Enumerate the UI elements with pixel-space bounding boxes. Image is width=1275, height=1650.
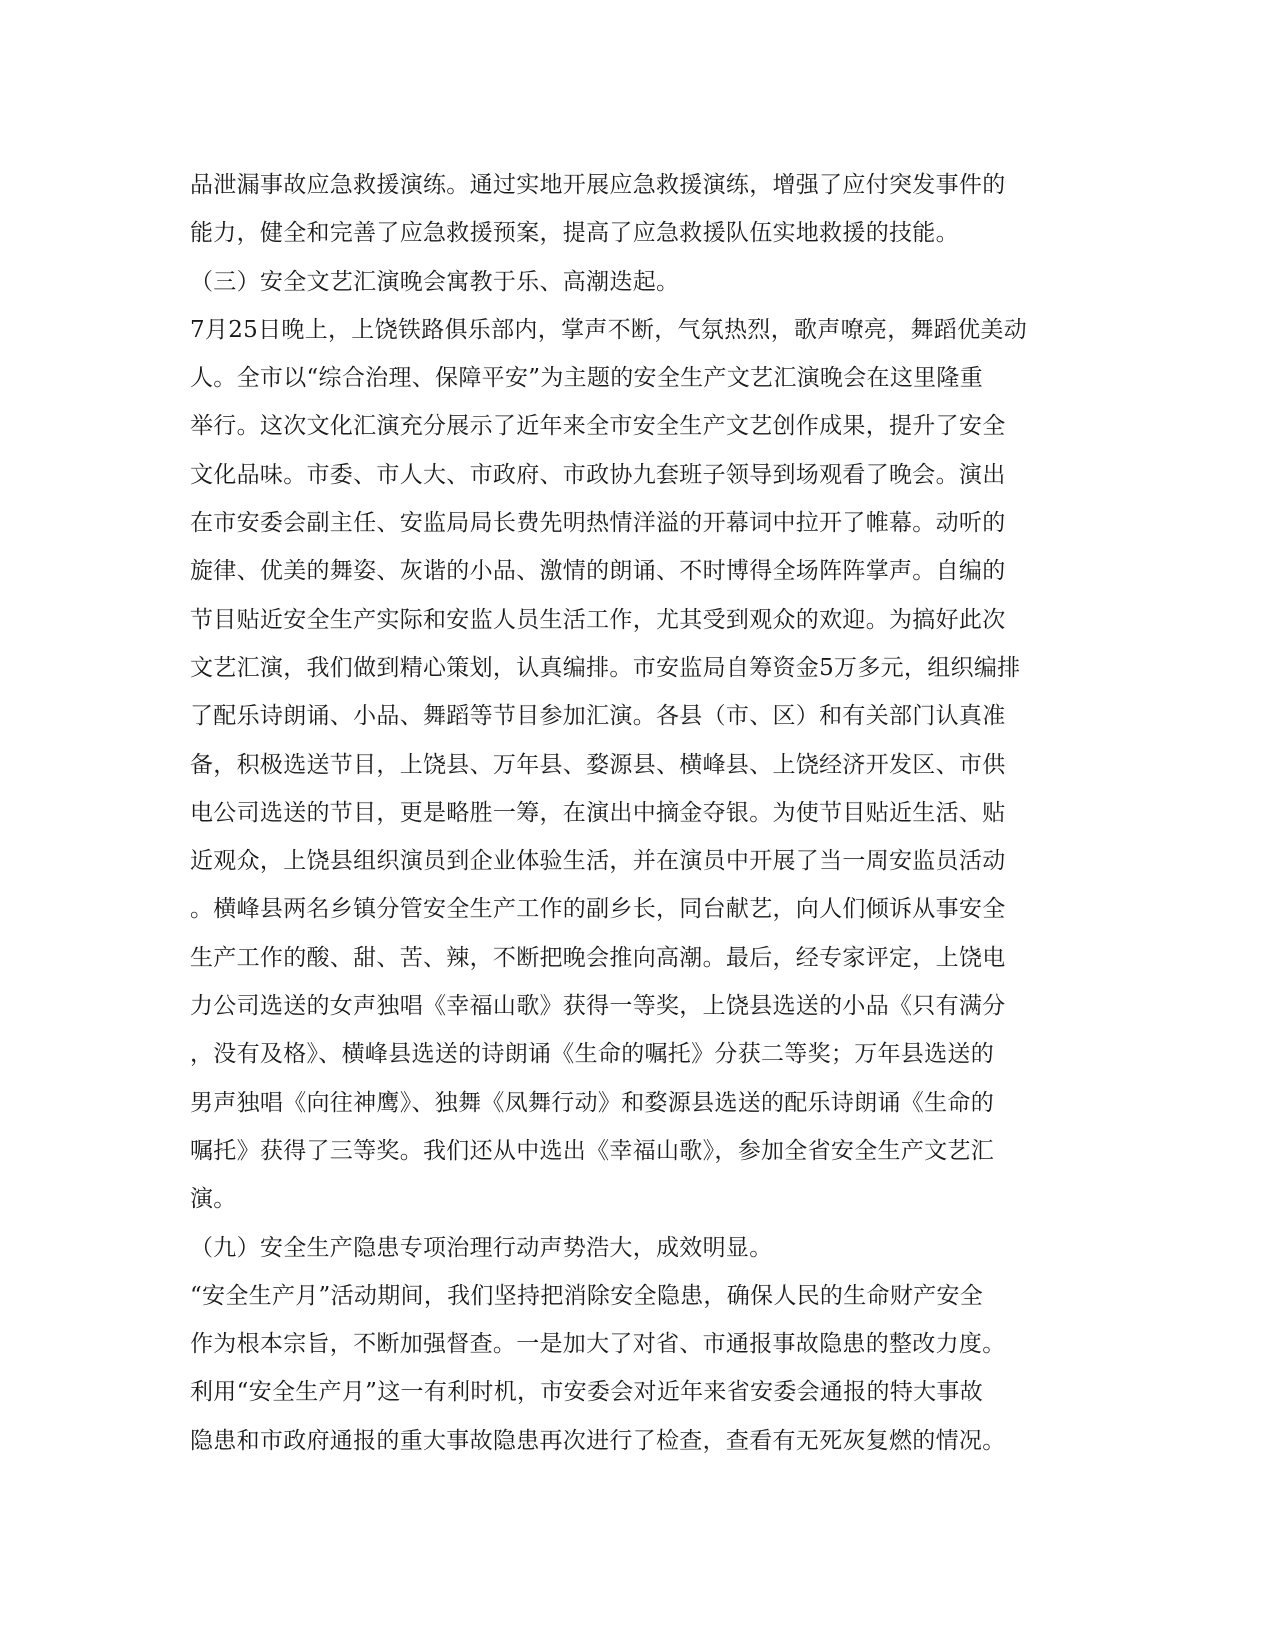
text-line: （九）安全生产隐患专项治理行动声势浩大，成效明显。 bbox=[190, 1234, 773, 1261]
text-line: 了配乐诗朗诵、小品、舞蹈等节目参加汇演。各县（市、区）和有关部门认真准 bbox=[190, 703, 1006, 730]
text-line: 生产工作的酸、甜、苦、辣，不断把晚会推向高潮。最后，经专家评定，上饶电 bbox=[190, 944, 1006, 971]
text-line: 嘱托》获得了三等奖。我们还从中选出《幸福山歌》，参加全省安全生产文艺汇 bbox=[190, 1137, 994, 1164]
text-line: 电公司选送的节目，更是略胜一筹，在演出中摘金夺银。为使节目贴近生活、贴 bbox=[190, 799, 1006, 826]
text-line: 文艺汇演，我们做到精心策划，认真编排。市安监局自筹资金5万多元，组织编排 bbox=[190, 654, 1021, 681]
text-line: 能力，健全和完善了应急救援预案，提高了应急救援队伍实地救援的技能。 bbox=[190, 220, 959, 247]
text-line: 旋律、优美的舞姿、灰谐的小品、激情的朗诵、不时博得全场阵阵掌声。自编的 bbox=[190, 558, 1006, 585]
text-line: “安全生产月”活动期间，我们坚持把消除安全隐患，确保人民的生命财产安全 bbox=[190, 1282, 984, 1309]
text-line: 利用“安全生产月”这一有利时机，市安委会对近年来省安委会通报的特大事故 bbox=[190, 1379, 984, 1406]
text-line: 在市安委会副主任、安监局局长费先明热情洋溢的开幕词中拉开了帷幕。动听的 bbox=[190, 510, 1006, 537]
text-line: 隐患和市政府通报的重大事故隐患再次进行了检查，查看有无死灰复燃的情况。 bbox=[190, 1427, 1006, 1454]
text-line: ，没有及格》、横峰县选送的诗朗诵《生命的嘱托》分获二等奖；万年县选送的 bbox=[190, 1041, 994, 1068]
text-line: 举行。这次文化汇演充分展示了近年来全市安全生产文艺创作成果，提升了安全 bbox=[190, 413, 1006, 440]
text-line: 备，积极选送节目，上饶县、万年县、婺源县、横峰县、上饶经济开发区、市供 bbox=[190, 751, 1006, 778]
text-line: 近观众，上饶县组织演员到企业体验生活，并在演员中开展了当一周安监员活动 bbox=[190, 848, 1006, 875]
text-line: 力公司选送的女声独唱《幸福山歌》获得一等奖，上饶县选送的小品《只有满分 bbox=[190, 993, 1006, 1020]
text-line: 品泄漏事故应急救援演练。通过实地开展应急救援演练，增强了应付突发事件的 bbox=[190, 172, 1006, 198]
text-line: 作为根本宗旨，不断加强督查。一是加大了对省、市通报事故隐患的整改力度。 bbox=[190, 1331, 1006, 1358]
text-line: 。横峰县两名乡镇分管安全生产工作的副乡长，同台献艺，向人们倾诉从事安全 bbox=[190, 896, 1006, 923]
text-line: （三）安全文艺汇演晚会寓教于乐、高潮迭起。 bbox=[190, 268, 680, 295]
text-line: 7月25日晚上，上饶铁路俱乐部内，掌声不断，气氛热烈，歌声嘹亮，舞蹈优美动 bbox=[190, 316, 1027, 343]
document-body bbox=[190, 161, 1070, 1465]
text-line: 演。 bbox=[190, 1186, 237, 1213]
text-line: 节目贴近安全生产实际和安监人员生活工作，尤其受到观众的欢迎。为搞好此次 bbox=[190, 606, 1006, 633]
text-line: 男声独唱《向往神鹰》、独舞《凤舞行动》和婺源县选送的配乐诗朗诵《生命的 bbox=[190, 1089, 994, 1116]
text-line: 文化品味。市委、市人大、市政府、市政协九套班子领导到场观看了晚会。演出 bbox=[190, 461, 1006, 488]
text-line: 人。全市以“综合治理、保障平安”为主题的安全生产文艺汇演晚会在这里隆重 bbox=[190, 365, 984, 392]
